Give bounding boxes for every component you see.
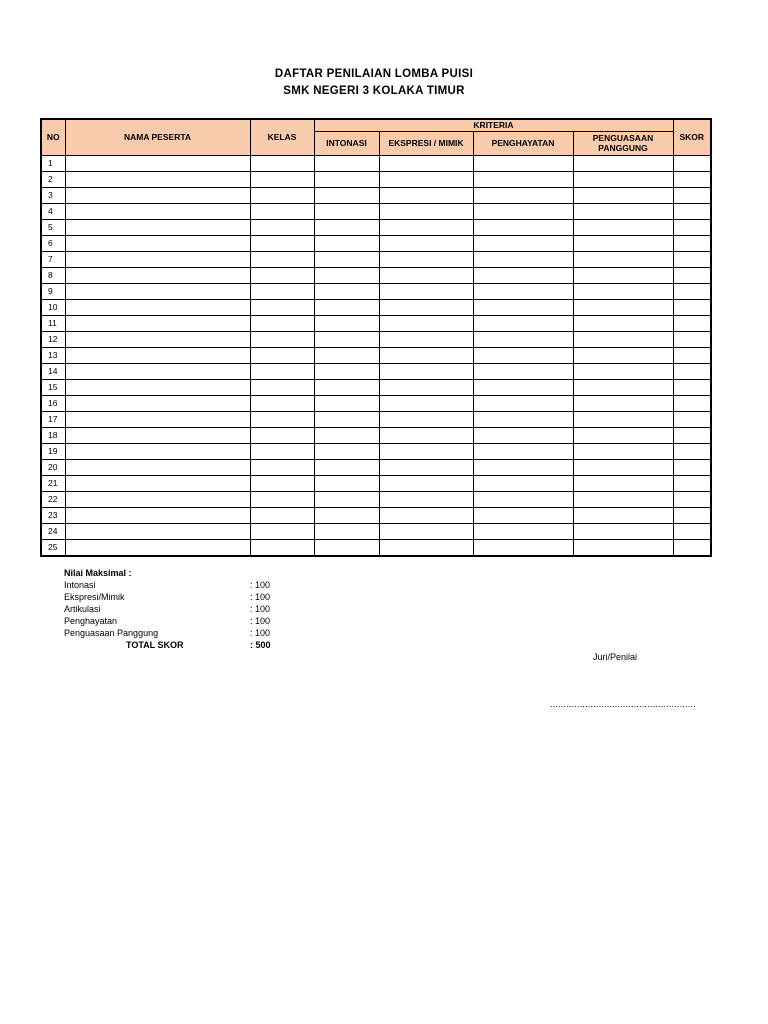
penghayatan-cell[interactable] <box>473 283 573 299</box>
table-row <box>41 411 711 427</box>
row-number: 4 <box>41 203 65 219</box>
row-number: 22 <box>41 491 65 507</box>
table-row <box>41 219 711 235</box>
skor-cell[interactable] <box>673 283 711 299</box>
row-number: 24 <box>41 523 65 539</box>
skor-cell[interactable] <box>673 203 711 219</box>
penguasaan-cell[interactable] <box>573 267 673 283</box>
penguasaan-cell[interactable] <box>573 443 673 459</box>
score-label: Ekspresi/Mimik <box>64 592 125 602</box>
table-row <box>41 187 711 203</box>
table-row <box>41 203 711 219</box>
table-row <box>41 475 711 491</box>
header-nama-peserta: NAMA PESERTA <box>65 119 250 155</box>
score-row-penghayatan <box>64 615 304 627</box>
score-value: : 100 <box>250 592 271 602</box>
row-number: 19 <box>41 443 65 459</box>
skor-cell[interactable] <box>673 235 711 251</box>
intonasi-cell[interactable] <box>314 475 379 491</box>
ekspresi-cell[interactable] <box>379 299 473 315</box>
intonasi-cell[interactable] <box>314 363 379 379</box>
intonasi-cell[interactable] <box>314 379 379 395</box>
score-label: Intonasi <box>64 580 96 590</box>
ekspresi-cell[interactable] <box>379 283 473 299</box>
kelas-cell[interactable] <box>250 475 314 491</box>
ekspresi-cell[interactable] <box>379 459 473 475</box>
penguasaan-cell[interactable] <box>573 411 673 427</box>
table-row <box>41 491 711 507</box>
table-row <box>41 251 711 267</box>
nama-peserta-cell[interactable] <box>65 251 250 267</box>
nama-peserta-cell[interactable] <box>65 315 250 331</box>
skor-cell[interactable] <box>673 363 711 379</box>
table-row <box>41 283 711 299</box>
penghayatan-cell[interactable] <box>473 267 573 283</box>
kelas-cell[interactable] <box>250 539 314 556</box>
ekspresi-cell[interactable] <box>379 491 473 507</box>
table-row <box>41 507 711 523</box>
ekspresi-cell[interactable] <box>379 427 473 443</box>
header-kelas: KELAS <box>250 119 314 155</box>
penguasaan-cell[interactable] <box>573 395 673 411</box>
max-score-heading: Nilai Maksimal : <box>64 568 132 578</box>
kelas-cell[interactable] <box>250 459 314 475</box>
skor-cell[interactable] <box>673 539 711 556</box>
header-skor: SKOR <box>673 119 711 155</box>
table-row <box>41 395 711 411</box>
total-score-value: : 500 <box>250 640 271 650</box>
nama-peserta-cell[interactable] <box>65 219 250 235</box>
intonasi-cell[interactable] <box>314 171 379 187</box>
row-number: 11 <box>41 315 65 331</box>
kelas-cell[interactable] <box>250 491 314 507</box>
ekspresi-cell[interactable] <box>379 187 473 203</box>
penguasaan-cell[interactable] <box>573 427 673 443</box>
document-title <box>0 66 748 100</box>
table-body <box>41 155 711 556</box>
nama-peserta-cell[interactable] <box>65 427 250 443</box>
kelas-cell[interactable] <box>250 203 314 219</box>
nama-peserta-cell[interactable] <box>65 203 250 219</box>
nama-peserta-cell[interactable] <box>65 171 250 187</box>
title-line-1: DAFTAR PENILAIAN LOMBA PUISI <box>274 68 474 80</box>
table-row <box>41 155 711 171</box>
table-row <box>41 299 711 315</box>
kelas-cell[interactable] <box>250 283 314 299</box>
penghayatan-cell[interactable] <box>473 491 573 507</box>
table-row <box>41 539 711 556</box>
kelas-cell[interactable] <box>250 331 314 347</box>
row-number: 16 <box>41 395 65 411</box>
penguasaan-cell[interactable] <box>573 187 673 203</box>
skor-cell[interactable] <box>673 475 711 491</box>
intonasi-cell[interactable] <box>314 315 379 331</box>
nama-peserta-cell[interactable] <box>65 507 250 523</box>
kelas-cell[interactable] <box>250 411 314 427</box>
ekspresi-cell[interactable] <box>379 347 473 363</box>
penguasaan-cell[interactable] <box>573 459 673 475</box>
table-row <box>41 379 711 395</box>
table-row <box>41 171 711 187</box>
kelas-cell[interactable] <box>250 379 314 395</box>
penghayatan-cell[interactable] <box>473 395 573 411</box>
ekspresi-cell[interactable] <box>379 539 473 556</box>
row-number: 21 <box>41 475 65 491</box>
ekspresi-cell[interactable] <box>379 331 473 347</box>
row-number: 7 <box>41 251 65 267</box>
nama-peserta-cell[interactable] <box>65 331 250 347</box>
penghayatan-cell[interactable] <box>473 475 573 491</box>
intonasi-cell[interactable] <box>314 491 379 507</box>
intonasi-cell[interactable] <box>314 251 379 267</box>
table-row <box>41 315 711 331</box>
score-row-total <box>64 639 304 651</box>
penghayatan-cell[interactable] <box>473 251 573 267</box>
skor-cell[interactable] <box>673 523 711 539</box>
kelas-cell[interactable] <box>250 315 314 331</box>
ekspresi-cell[interactable] <box>379 395 473 411</box>
score-value: : 100 <box>250 604 271 614</box>
skor-cell[interactable] <box>673 299 711 315</box>
nama-peserta-cell[interactable] <box>65 235 250 251</box>
penghayatan-cell[interactable] <box>473 459 573 475</box>
ekspresi-cell[interactable] <box>379 363 473 379</box>
nama-peserta-cell[interactable] <box>65 187 250 203</box>
table-row <box>41 331 711 347</box>
score-value: : 100 <box>250 616 271 626</box>
header-no: NO <box>41 119 65 155</box>
skor-cell[interactable] <box>673 315 711 331</box>
skor-cell[interactable] <box>673 331 711 347</box>
penguasaan-cell[interactable] <box>573 539 673 556</box>
nama-peserta-cell[interactable] <box>65 299 250 315</box>
penguasaan-cell[interactable] <box>573 507 673 523</box>
ekspresi-cell[interactable] <box>379 475 473 491</box>
score-row-ekspresi <box>64 591 304 603</box>
penghayatan-cell[interactable] <box>473 203 573 219</box>
row-number: 6 <box>41 235 65 251</box>
kelas-cell[interactable] <box>250 523 314 539</box>
skor-cell[interactable] <box>673 267 711 283</box>
ekspresi-cell[interactable] <box>379 411 473 427</box>
kelas-cell[interactable] <box>250 395 314 411</box>
kelas-cell[interactable] <box>250 443 314 459</box>
skor-cell[interactable] <box>673 379 711 395</box>
nama-peserta-cell[interactable] <box>65 539 250 556</box>
penguasaan-cell[interactable] <box>573 379 673 395</box>
penghayatan-cell[interactable] <box>473 411 573 427</box>
row-number: 5 <box>41 219 65 235</box>
score-label: Artikulasi <box>64 604 101 614</box>
intonasi-cell[interactable] <box>314 267 379 283</box>
skor-cell[interactable] <box>673 347 711 363</box>
skor-cell[interactable] <box>673 443 711 459</box>
skor-cell[interactable] <box>673 251 711 267</box>
intonasi-cell[interactable] <box>314 539 379 556</box>
ekspresi-cell[interactable] <box>379 155 473 171</box>
score-row-artikulasi <box>64 603 304 615</box>
kelas-cell[interactable] <box>250 427 314 443</box>
kelas-cell[interactable] <box>250 507 314 523</box>
penghayatan-cell[interactable] <box>473 315 573 331</box>
intonasi-cell[interactable] <box>314 347 379 363</box>
penghayatan-cell[interactable] <box>473 219 573 235</box>
skor-cell[interactable] <box>673 187 711 203</box>
row-number: 17 <box>41 411 65 427</box>
header-ekspresi-mimik: EKSPRESI / MIMIK <box>379 131 473 155</box>
score-value: : 100 <box>250 580 271 590</box>
penguasaan-cell[interactable] <box>573 331 673 347</box>
penguasaan-cell[interactable] <box>573 491 673 507</box>
ekspresi-cell[interactable] <box>379 379 473 395</box>
penguasaan-cell[interactable] <box>573 219 673 235</box>
penghayatan-cell[interactable] <box>473 363 573 379</box>
nama-peserta-cell[interactable] <box>65 411 250 427</box>
total-score-label: TOTAL SKOR <box>126 640 184 650</box>
row-number: 20 <box>41 459 65 475</box>
kelas-cell[interactable] <box>250 251 314 267</box>
kelas-cell[interactable] <box>250 187 314 203</box>
penghayatan-cell[interactable] <box>473 187 573 203</box>
row-number: 8 <box>41 267 65 283</box>
penguasaan-cell[interactable] <box>573 251 673 267</box>
penguasaan-cell[interactable] <box>573 235 673 251</box>
signature-line: ...................................................... <box>550 699 696 709</box>
score-value: : 100 <box>250 628 271 638</box>
row-number: 25 <box>41 539 65 556</box>
row-number: 13 <box>41 347 65 363</box>
ekspresi-cell[interactable] <box>379 267 473 283</box>
skor-cell[interactable] <box>673 171 711 187</box>
kelas-cell[interactable] <box>250 155 314 171</box>
header-intonasi: INTONASI <box>314 131 379 155</box>
penghayatan-cell[interactable] <box>473 235 573 251</box>
ekspresi-cell[interactable] <box>379 203 473 219</box>
ekspresi-cell[interactable] <box>379 251 473 267</box>
score-label: Penguasaan Panggung <box>64 628 159 638</box>
table-row <box>41 523 711 539</box>
kelas-cell[interactable] <box>250 171 314 187</box>
nama-peserta-cell[interactable] <box>65 347 250 363</box>
skor-cell[interactable] <box>673 219 711 235</box>
penguasaan-cell[interactable] <box>573 363 673 379</box>
intonasi-cell[interactable] <box>314 331 379 347</box>
header-penguasaan-panggung: PENGUASAAN PANGGUNG <box>573 131 673 155</box>
intonasi-cell[interactable] <box>314 235 379 251</box>
penghayatan-cell[interactable] <box>473 299 573 315</box>
row-number: 2 <box>41 171 65 187</box>
nama-peserta-cell[interactable] <box>65 443 250 459</box>
ekspresi-cell[interactable] <box>379 235 473 251</box>
header-kriteria: KRITERIA <box>314 119 673 131</box>
nama-peserta-cell[interactable] <box>65 283 250 299</box>
intonasi-cell[interactable] <box>314 427 379 443</box>
nama-peserta-cell[interactable] <box>65 491 250 507</box>
table-row <box>41 459 711 475</box>
ekspresi-cell[interactable] <box>379 443 473 459</box>
row-number: 1 <box>41 155 65 171</box>
penguasaan-cell[interactable] <box>573 347 673 363</box>
penguasaan-cell[interactable] <box>573 475 673 491</box>
penghayatan-cell[interactable] <box>473 443 573 459</box>
intonasi-cell[interactable] <box>314 459 379 475</box>
nama-peserta-cell[interactable] <box>65 475 250 491</box>
row-number: 12 <box>41 331 65 347</box>
penguasaan-cell[interactable] <box>573 203 673 219</box>
intonasi-cell[interactable] <box>314 411 379 427</box>
kelas-cell[interactable] <box>250 219 314 235</box>
kelas-cell[interactable] <box>250 299 314 315</box>
score-row-intonasi <box>64 579 304 591</box>
intonasi-cell[interactable] <box>314 155 379 171</box>
penghayatan-cell[interactable] <box>473 539 573 556</box>
penghayatan-cell[interactable] <box>473 347 573 363</box>
table-row <box>41 363 711 379</box>
intonasi-cell[interactable] <box>314 283 379 299</box>
penghayatan-cell[interactable] <box>473 171 573 187</box>
skor-cell[interactable] <box>673 507 711 523</box>
skor-cell[interactable] <box>673 395 711 411</box>
ekspresi-cell[interactable] <box>379 171 473 187</box>
table-row <box>41 267 711 283</box>
intonasi-cell[interactable] <box>314 187 379 203</box>
skor-cell[interactable] <box>673 459 711 475</box>
intonasi-cell[interactable] <box>314 507 379 523</box>
table-row <box>41 427 711 443</box>
max-score-section <box>64 567 304 651</box>
skor-cell[interactable] <box>673 155 711 171</box>
nama-peserta-cell[interactable] <box>65 267 250 283</box>
skor-cell[interactable] <box>673 491 711 507</box>
ekspresi-cell[interactable] <box>379 523 473 539</box>
kelas-cell[interactable] <box>250 363 314 379</box>
score-row-penguasaan <box>64 627 304 639</box>
penghayatan-cell[interactable] <box>473 427 573 443</box>
header-penghayatan: PENGHAYATAN <box>473 131 573 155</box>
row-number: 15 <box>41 379 65 395</box>
kelas-cell[interactable] <box>250 347 314 363</box>
row-number: 14 <box>41 363 65 379</box>
title-line-2: SMK NEGERI 3 KOLAKA TIMUR <box>283 85 465 97</box>
penghayatan-cell[interactable] <box>473 331 573 347</box>
assessment-table <box>40 118 712 557</box>
penghayatan-cell[interactable] <box>473 155 573 171</box>
nama-peserta-cell[interactable] <box>65 379 250 395</box>
score-label: Penghayatan <box>64 616 118 626</box>
nama-peserta-cell[interactable] <box>65 523 250 539</box>
intonasi-cell[interactable] <box>314 523 379 539</box>
nama-peserta-cell[interactable] <box>65 395 250 411</box>
intonasi-cell[interactable] <box>314 395 379 411</box>
row-number: 23 <box>41 507 65 523</box>
table-row <box>41 235 711 251</box>
kelas-cell[interactable] <box>250 235 314 251</box>
skor-cell[interactable] <box>673 411 711 427</box>
penghayatan-cell[interactable] <box>473 379 573 395</box>
table-row <box>41 443 711 459</box>
nama-peserta-cell[interactable] <box>65 363 250 379</box>
penghayatan-cell[interactable] <box>473 507 573 523</box>
kelas-cell[interactable] <box>250 267 314 283</box>
penguasaan-cell[interactable] <box>573 299 673 315</box>
intonasi-cell[interactable] <box>314 203 379 219</box>
penguasaan-cell[interactable] <box>573 315 673 331</box>
row-number: 18 <box>41 427 65 443</box>
ekspresi-cell[interactable] <box>379 507 473 523</box>
table-row <box>41 347 711 363</box>
row-number: 3 <box>41 187 65 203</box>
penguasaan-cell[interactable] <box>573 155 673 171</box>
skor-cell[interactable] <box>673 427 711 443</box>
row-number: 9 <box>41 283 65 299</box>
ekspresi-cell[interactable] <box>379 315 473 331</box>
penguasaan-cell[interactable] <box>573 283 673 299</box>
nama-peserta-cell[interactable] <box>65 459 250 475</box>
row-number: 10 <box>41 299 65 315</box>
intonasi-cell[interactable] <box>314 299 379 315</box>
intonasi-cell[interactable] <box>314 219 379 235</box>
juri-label: Juri/Penilai <box>593 652 638 662</box>
nama-peserta-cell[interactable] <box>65 155 250 171</box>
penguasaan-cell[interactable] <box>573 171 673 187</box>
penghayatan-cell[interactable] <box>473 523 573 539</box>
ekspresi-cell[interactable] <box>379 219 473 235</box>
intonasi-cell[interactable] <box>314 443 379 459</box>
penguasaan-cell[interactable] <box>573 523 673 539</box>
